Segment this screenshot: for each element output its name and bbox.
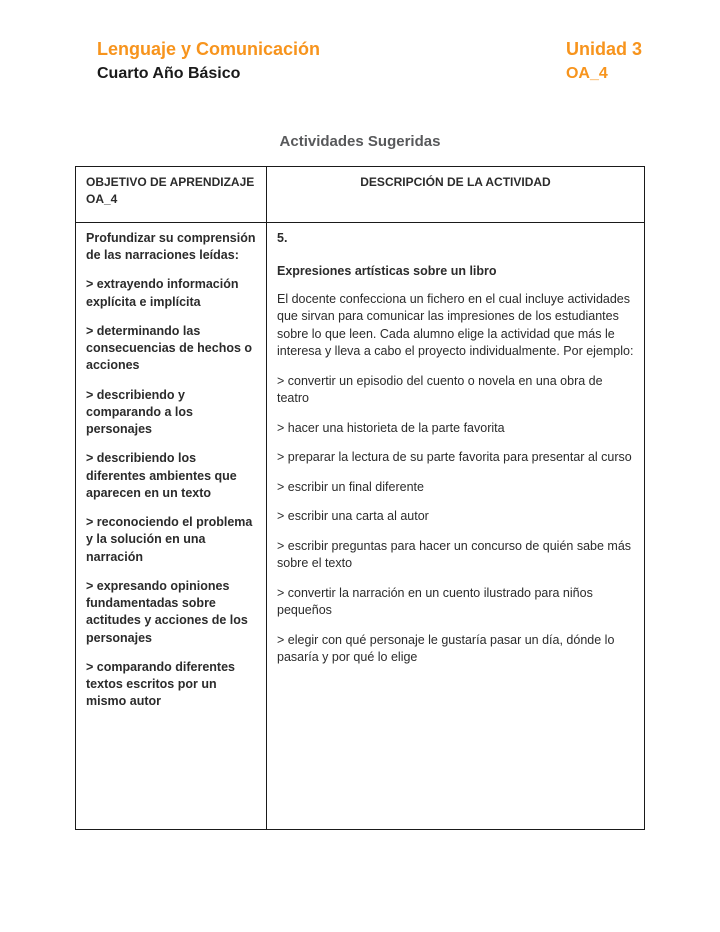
objective-item: > describiendo los diferentes ambientes que aparecen en un texto: [86, 451, 237, 500]
activity-number: 5.: [277, 230, 288, 245]
activity-item: > escribir un final diferente: [277, 479, 424, 494]
table-header-row: [76, 167, 644, 223]
objective-column-header: OBJETIVO DE APRENDIZAJE OA_4: [76, 167, 267, 222]
objective-item: > reconociendo el problema y la solución en una narración: [86, 515, 253, 564]
activity-item: > convertir la narración en un cuento ilustrado para niños pequeños: [277, 585, 593, 618]
activity-item: > hacer una historieta de la parte favorita: [277, 420, 505, 435]
objective-list: [86, 276, 256, 710]
activities-table: [75, 166, 645, 830]
activity-description: El docente confecciona un fichero en el cual incluye actividades que sirvan para comunicar las impresiones de los estudiantes sobre lo que leen. Cada alumno elige la actividad que más le interesa y lleva a cabo el proyecto individualmente. Por ejemplo:: [277, 291, 634, 359]
description-column-header: DESCRIPCIÓN DE LA ACTIVIDAD: [360, 175, 551, 190]
objective-item: > expresando opiniones fundamentadas sobre actitudes y acciones de los personajes: [86, 578, 248, 645]
activity-cell: [267, 223, 644, 829]
objective-item: > describiendo y comparando a los personajes: [86, 387, 193, 437]
grade-subtitle: Cuarto Año Básico: [97, 65, 241, 83]
activity-item: > escribir una carta al autor: [277, 509, 429, 524]
activity-title: Expresiones artísticas sobre un libro: [277, 264, 497, 279]
objective-item: > comparando diferentes textos escritos por un mismo autor: [86, 659, 235, 709]
activity-item: > elegir con qué personaje le gustaría pasar un día, dónde lo pasaría y por qué lo elige: [277, 632, 615, 665]
header-right-block: [566, 36, 642, 85]
header-left-block: [97, 36, 320, 85]
objective-item: > extrayendo información explícita e implícita: [86, 277, 239, 309]
activity-item: > escribir preguntas para hacer un concurso de quién sabe más sobre el texto: [277, 538, 632, 571]
unit-label: Unidad 3: [565, 39, 642, 59]
objective-intro: Profundizar su comprensión de las narraciones leídas:: [86, 230, 256, 263]
subject-title: Lenguaje y Comunicación: [97, 39, 321, 59]
oa-label: OA_4: [565, 65, 608, 83]
document-header: [0, 0, 720, 85]
table-body-row: [76, 223, 644, 829]
activity-list: [277, 373, 634, 667]
activity-item: > convertir un episodio del cuento o novela en una obra de teatro: [277, 373, 603, 406]
activity-item: > preparar la lectura de su parte favorita para presentar al curso: [277, 450, 632, 465]
objective-cell: [76, 223, 267, 829]
page-title: Actividades Sugeridas: [279, 133, 441, 151]
objective-item: > determinando las consecuencias de hechos o acciones: [86, 323, 253, 373]
